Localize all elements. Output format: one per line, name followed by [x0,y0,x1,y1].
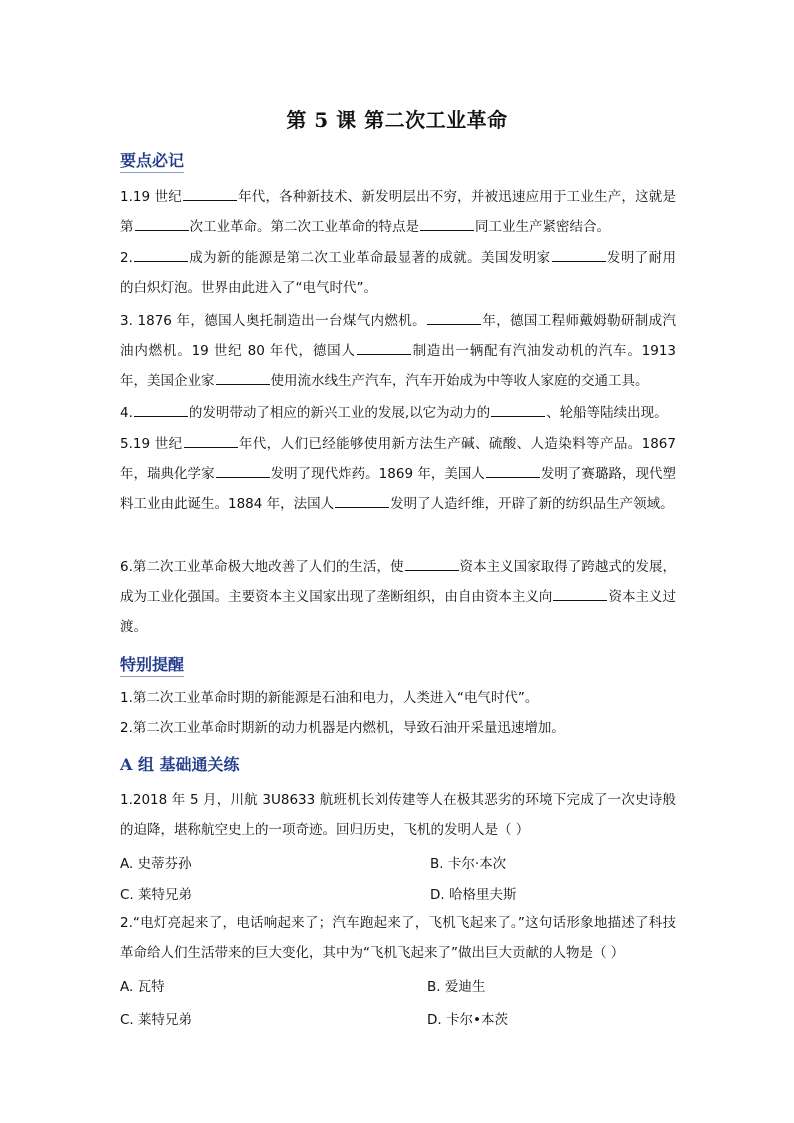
fill-blank [553,599,607,601]
fill-blank [491,415,545,417]
text: 资本主义国家取得了跨越式的发展，成为工业化强国。主要资本主义国家出现了垄断组织，由自由资本主义向 [120,559,676,605]
fill-blank [427,323,481,325]
fill-blank [134,260,188,262]
text: 的发明带动了相应的新兴工业的发展,以它为动力的 [188,405,491,421]
text: 年代，各种新技术、新发明层出不穷，并被迅速应用于工业生产，这就是第 [120,189,676,235]
text: 1.19 世纪 [120,189,182,205]
question-2-option-b: B. 爱迪生 [427,979,486,995]
text: 6.第二次工业革命极大地改善了人们的生活，使 [120,559,404,575]
page-title: 第 5 课 第二次工业革命 [286,108,508,132]
text: 使用流水线生产汽车，汽车开始成为中等收人家庭的交通工具。 [270,373,649,389]
fill-blank [486,476,540,478]
section-heading-group-a: A 组 基础通关练 [120,755,240,774]
question-1-option-d: D. 哈格里夫斯 [430,887,517,903]
text: 发明了赛璐路，现代塑料工业由此诞生。1884 年，法国人 [120,466,676,512]
question-1-option-b: B. 卡尔·本次 [430,856,507,872]
question-2-stem: 2.“电灯亮起来了，电话响起来了；汽车跑起来了，飞机飞起来了。”这句话形象地描述了科技革命给人们生活带来的巨大变化，其中为“飞机飞起来了”做出巨大贡献的人物是（ ） [120,915,676,961]
fill-blank [335,506,389,508]
reminder-1: 1.第二次工业革命时期的新能源是石油和电力，人类进入“电气时代”。 [120,690,539,706]
section-heading-reminder: 特别提醒 [120,652,184,677]
question-1-option-c: C. 莱特兄弟 [120,887,193,903]
question-1-stem: 1.2018 年 5 月，川航 3U8633 航班机长刘传建等人在极其恶劣的环境下完成了一次史诗般的迫降，堪称航空史上的一项奇迹。回归历史，飞机的发明人是（ ） [120,792,676,838]
key-point-2 [120,243,676,303]
key-point-6 [120,552,676,642]
section-heading-key-points: 要点必记 [120,148,184,173]
text: 次工业革命。第二次工业革命的特点是 [189,219,419,235]
text: 4. [120,405,133,421]
question-2-option-a: A. 瓦特 [120,979,165,995]
text: 同工业生产紧密结合。 [475,219,610,235]
fill-blank [420,229,474,231]
text: 、轮船等陆续出现。 [546,405,668,421]
key-point-5 [120,429,676,519]
fill-blank [216,383,270,385]
fill-blank [135,229,189,231]
fill-blank [216,476,270,478]
text: 资本主义过渡。 [120,589,677,635]
text: 发明了现代炸药。1869 年，美国人 [270,466,485,482]
fill-blank [357,353,411,355]
text: 5.19 世纪 [120,436,183,452]
key-point-4 [120,398,676,428]
question-2-option-c: C. 莱特兄弟 [120,1012,193,1028]
text: 发明了耐用的白炽灯泡。世界由此进入了“电气时代”。 [120,250,677,296]
text: 2. [120,250,133,266]
text: 3. 1876 年，德国人奥托制造出一台煤气内燃机。 [120,313,426,329]
text: 制造出一辆配有汽油发动机的汽车。1913 年，美国企业家 [120,343,676,389]
text: 年代，人们已经能够使用新方法生产碱、硫酸、人造染料等产品。1867 年，瑞典化学家 [120,436,676,482]
fill-blank [134,415,188,417]
question-1-option-a: A. 史蒂芬孙 [120,856,192,872]
text: 成为新的能源是第二次工业革命最显著的成就。美国发明家 [188,250,551,266]
fill-blank [552,260,606,262]
fill-blank [405,569,459,571]
fill-blank [183,199,237,201]
question-2-option-d: D. 卡尔•本茨 [427,1012,508,1028]
text: 年，德国工程师戴姆勒研制成汽油内燃机。19 世纪 80 年代，德国人 [120,313,676,359]
key-point-3 [120,306,676,396]
key-point-1 [120,182,676,242]
text: 发明了人造纤维，开辟了新的纺织品生产领域。 [390,496,674,512]
reminder-2: 2.第二次工业革命时期新的动力机器是内燃机，导致石油开采量迅速增加。 [120,720,565,736]
fill-blank [184,446,238,448]
